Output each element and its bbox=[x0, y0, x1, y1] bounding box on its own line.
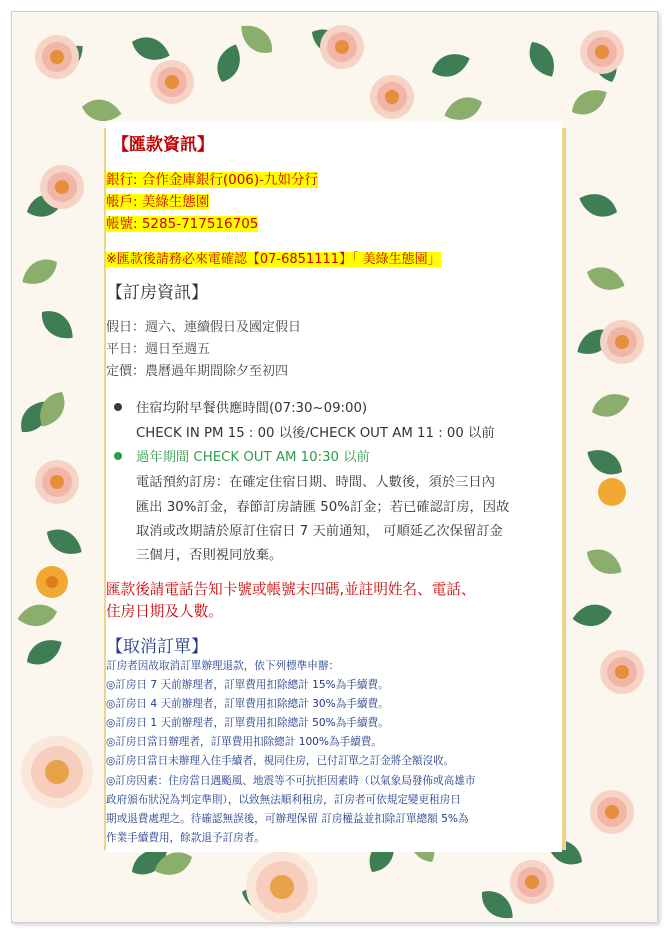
bullet-2-line-4: 取消或改期請於原訂住宿日 7 天前通知， 可順延乙次保留訂金 bbox=[136, 524, 503, 539]
cancel-line: 政府頒布狀況為判定準則），以致無法順利租房，訂房者可依規定變更租房日 bbox=[106, 794, 461, 806]
remittance-reminder-line-1: 匯款後請電話告知卡號或帳號末四碼,並註明姓名、電話、 bbox=[106, 581, 476, 598]
cancel-line: ◎訂房日 1 天前辦理者，訂單費用扣除總計 50%為手續費。 bbox=[106, 717, 389, 729]
bullet-dot bbox=[114, 452, 122, 460]
remittance-reminder-line-2: 住房日期及人數。 bbox=[106, 603, 223, 620]
confirm-notice: ※匯款後請務必來電確認【07-6851111】「 美綠生態園」 bbox=[106, 252, 441, 267]
cancel-line: ◎訂房日 7 天前辦理者，訂單費用扣除總計 15%為手續費。 bbox=[106, 679, 389, 691]
booking-title: 【訂房資訊】 bbox=[106, 283, 208, 303]
flyer-frame bbox=[11, 11, 658, 923]
cancel-title: 【取消訂單】 bbox=[106, 637, 208, 657]
remit-title: 【匯款資訊】 bbox=[112, 135, 214, 155]
content-panel bbox=[106, 122, 562, 852]
bullet-2-line-1: 過年期間 CHECK OUT AM 10:30 以前 bbox=[136, 450, 370, 465]
cancel-line: ◎訂房日當日辦理者，訂單費用扣除總計 100%為手續費。 bbox=[106, 736, 382, 748]
booking-info-weekday: 平日：週日至週五 bbox=[106, 342, 211, 357]
bullet-dot bbox=[114, 403, 122, 411]
cancel-line: 期或退費處理之。待確認無誤後，可辦理保留 訂房權益並扣除訂單總額 5%為 bbox=[106, 813, 469, 825]
account-name-line: 帳戶: 美綠生態園 bbox=[106, 194, 210, 210]
bank-line: 銀行: 合作金庫銀行(006)-九如分行 bbox=[106, 172, 319, 188]
cancel-line: ◎訂房日 4 天前辦理者，訂單費用扣除總計 30%為手續費。 bbox=[106, 698, 389, 710]
bullet-2-line-2: 電話預約訂房：在確定住宿日期、時間、人數後，須於三日內 bbox=[136, 475, 496, 490]
account-number-line: 帳號: 5285-717516705 bbox=[106, 216, 259, 232]
booking-info-holiday: 假日：週六、連續假日及國定假日 bbox=[106, 320, 302, 335]
cancel-line: 作業手續費用，餘款退予訂房者。 bbox=[106, 832, 265, 844]
bullet-1-line-2: CHECK IN PM 15 : 00 以後/CHECK OUT AM 11 : 00 以前 bbox=[136, 426, 495, 441]
cancel-line: ◎訂房因素：住房當日遇颱風、地震等不可抗拒因素時（以氣象局發佈或高雄市 bbox=[106, 775, 476, 787]
cancel-line: ◎訂房日當日未辦理入住手續者，視同住房，已付訂單之訂金將全額沒收。 bbox=[106, 755, 455, 767]
bullet-2-line-5: 三個月，否則視同放棄。 bbox=[136, 548, 283, 563]
bullet-2-line-3: 匯出 30%訂金，春節訂房請匯 50%訂金；若已確認訂房，因故 bbox=[136, 500, 510, 515]
bullet-1-line-1: 住宿均附早餐供應時間(07:30~09:00) bbox=[136, 401, 368, 416]
booking-info-pricing: 定價：農曆過年期間除夕至初四 bbox=[106, 364, 289, 379]
cancel-line: 訂房者因故取消訂單辦理退款，依下列標準申辦： bbox=[106, 660, 340, 672]
